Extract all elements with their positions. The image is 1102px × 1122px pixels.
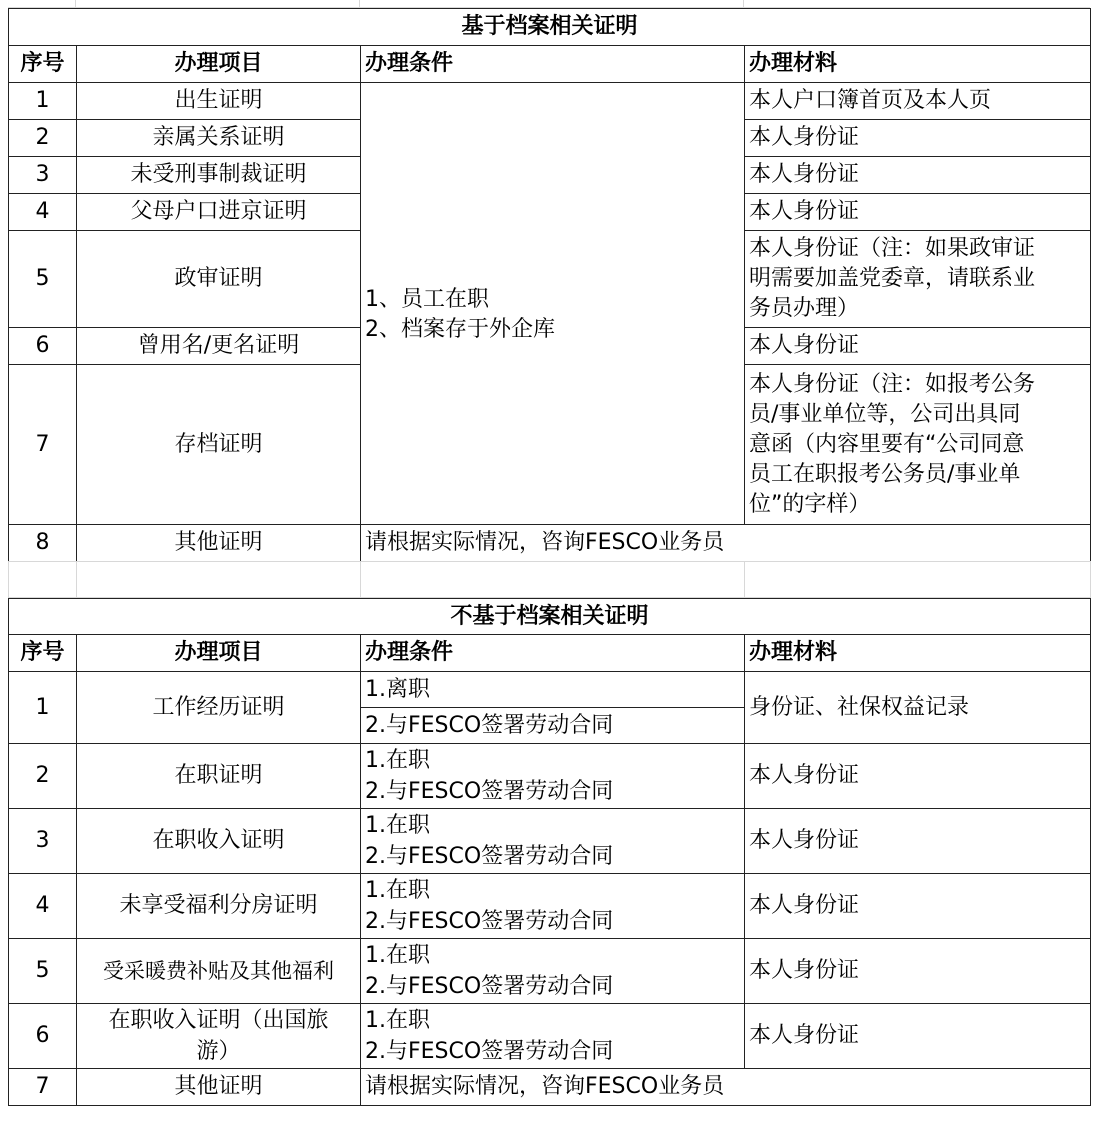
row-no: 8 (9, 525, 77, 562)
material-line: 意函（内容里要有“公司同意 (749, 431, 1025, 457)
table-row (9, 939, 1091, 1004)
row-material: 本人身份证 (745, 874, 1091, 939)
section-title: 不基于档案相关证明 (9, 599, 1091, 635)
row-no: 6 (9, 328, 77, 365)
row-condition: 1.离职 (361, 672, 745, 708)
header-no: 序号 (9, 46, 77, 83)
item-line: 在职收入证明（出国旅 (108, 1008, 329, 1033)
row-no: 1 (9, 672, 77, 744)
condition-line: 2.与FESCO签署劳动合同 (365, 779, 614, 804)
row-note: 请根据实际情况，咨询FESCO业务员 (361, 525, 1091, 562)
row-condition (361, 1004, 745, 1069)
row-material: 本人身份证 (745, 328, 1091, 365)
material-line: 务员办理） (749, 296, 860, 321)
archive-certificates-table (8, 8, 1091, 562)
row-material: 本人身份证 (745, 1004, 1091, 1069)
row-item: 父母户口进京证明 (77, 194, 361, 231)
row-condition (361, 939, 745, 1004)
condition-line: 1.在职 (365, 943, 430, 968)
row-no: 7 (9, 365, 77, 525)
row-no: 2 (9, 744, 77, 809)
row-condition: 2.与FESCO签署劳动合同 (361, 708, 745, 744)
row-item: 其他证明 (77, 525, 361, 562)
row-no: 5 (9, 231, 77, 328)
row-material: 本人身份证 (745, 194, 1091, 231)
row-condition (361, 744, 745, 809)
item-line: 游） (196, 1039, 241, 1064)
row-item: 亲属关系证明 (77, 120, 361, 157)
condition-line: 2.与FESCO签署劳动合同 (365, 909, 614, 934)
condition-line: 2.与FESCO签署劳动合同 (365, 974, 614, 999)
row-item: 在职收入证明 (77, 809, 361, 874)
table-row (9, 809, 1091, 874)
row-no: 3 (9, 157, 77, 194)
top-gridline-tick (743, 0, 744, 8)
header-item: 办理项目 (77, 635, 361, 672)
table-row (9, 525, 1091, 562)
table-row (9, 1069, 1091, 1106)
row-no: 4 (9, 874, 77, 939)
row-item: 在职证明 (77, 744, 361, 809)
row-item: 政审证明 (77, 231, 361, 328)
row-note: 请根据实际情况，咨询FESCO业务员 (361, 1069, 1091, 1106)
condition-line: 2、档案存于外企库 (365, 316, 555, 342)
empty-cell (9, 562, 77, 598)
row-material: 本人身份证 (745, 157, 1091, 194)
condition-line: 2.与FESCO签署劳动合同 (365, 1039, 614, 1064)
condition-line: 2.与FESCO签署劳动合同 (365, 844, 614, 869)
material-line: 员工在职报考公务员/事业单 (749, 461, 1021, 487)
header-material: 办理材料 (745, 635, 1091, 672)
condition-line: 1.在职 (365, 748, 430, 773)
material-line: 明需要加盖党委章，请联系业 (749, 266, 1036, 291)
row-material: 本人身份证 (745, 809, 1091, 874)
row-no: 3 (9, 809, 77, 874)
row-material: 本人身份证 (745, 939, 1091, 1004)
header-no: 序号 (9, 635, 77, 672)
empty-cell (361, 562, 745, 598)
table-row (9, 1004, 1091, 1069)
material-line: 本人身份证（注：如报考公务 (749, 371, 1036, 397)
row-item: 受采暖费补贴及其他福利 (77, 939, 361, 1004)
row-no: 4 (9, 194, 77, 231)
header-condition: 办理条件 (361, 635, 745, 672)
row-item: 未受刑事制裁证明 (77, 157, 361, 194)
row-material: 本人身份证 (745, 744, 1091, 809)
empty-cell (745, 562, 1091, 598)
header-item: 办理项目 (77, 46, 361, 83)
row-item: 存档证明 (77, 365, 361, 525)
header-condition: 办理条件 (361, 46, 745, 83)
row-item: 未享受福利分房证明 (77, 874, 361, 939)
header-material: 办理材料 (745, 46, 1091, 83)
condition-line: 1、员工在职 (365, 286, 489, 312)
section-title: 基于档案相关证明 (9, 9, 1091, 46)
row-condition-merged (361, 83, 745, 525)
top-gridline-tick (359, 0, 360, 8)
row-item: 曾用名/更名证明 (77, 328, 361, 365)
row-item: 出生证明 (77, 83, 361, 120)
row-material (745, 231, 1091, 328)
row-no: 5 (9, 939, 77, 1004)
table-row (9, 874, 1091, 939)
row-material: 身份证、社保权益记录 (745, 672, 1091, 744)
non-archive-certificates-table (8, 598, 1091, 1106)
material-line: 本人身份证（注：如果政审证 (749, 236, 1036, 261)
top-gridline-tick (75, 0, 76, 8)
table-row (9, 744, 1091, 809)
row-condition (361, 809, 745, 874)
condition-line: 1.在职 (365, 878, 430, 903)
row-material: 本人户口簿首页及本人页 (745, 83, 1091, 120)
empty-cell (77, 562, 361, 598)
condition-line: 1.在职 (365, 813, 430, 838)
row-no: 2 (9, 120, 77, 157)
row-material (745, 365, 1091, 525)
row-item: 其他证明 (77, 1069, 361, 1106)
condition-line: 1.在职 (365, 1008, 430, 1033)
row-no: 1 (9, 83, 77, 120)
spacer-row (8, 561, 1091, 598)
material-line: 员/事业单位等，公司出具同 (749, 401, 1021, 427)
row-item: 工作经历证明 (77, 672, 361, 744)
table-row (9, 672, 1091, 708)
row-condition (361, 874, 745, 939)
row-no: 6 (9, 1004, 77, 1069)
row-no: 7 (9, 1069, 77, 1106)
material-line: 位”的字样） (749, 491, 871, 517)
table-row (9, 83, 1091, 120)
row-item (77, 1004, 361, 1069)
row-material: 本人身份证 (745, 120, 1091, 157)
